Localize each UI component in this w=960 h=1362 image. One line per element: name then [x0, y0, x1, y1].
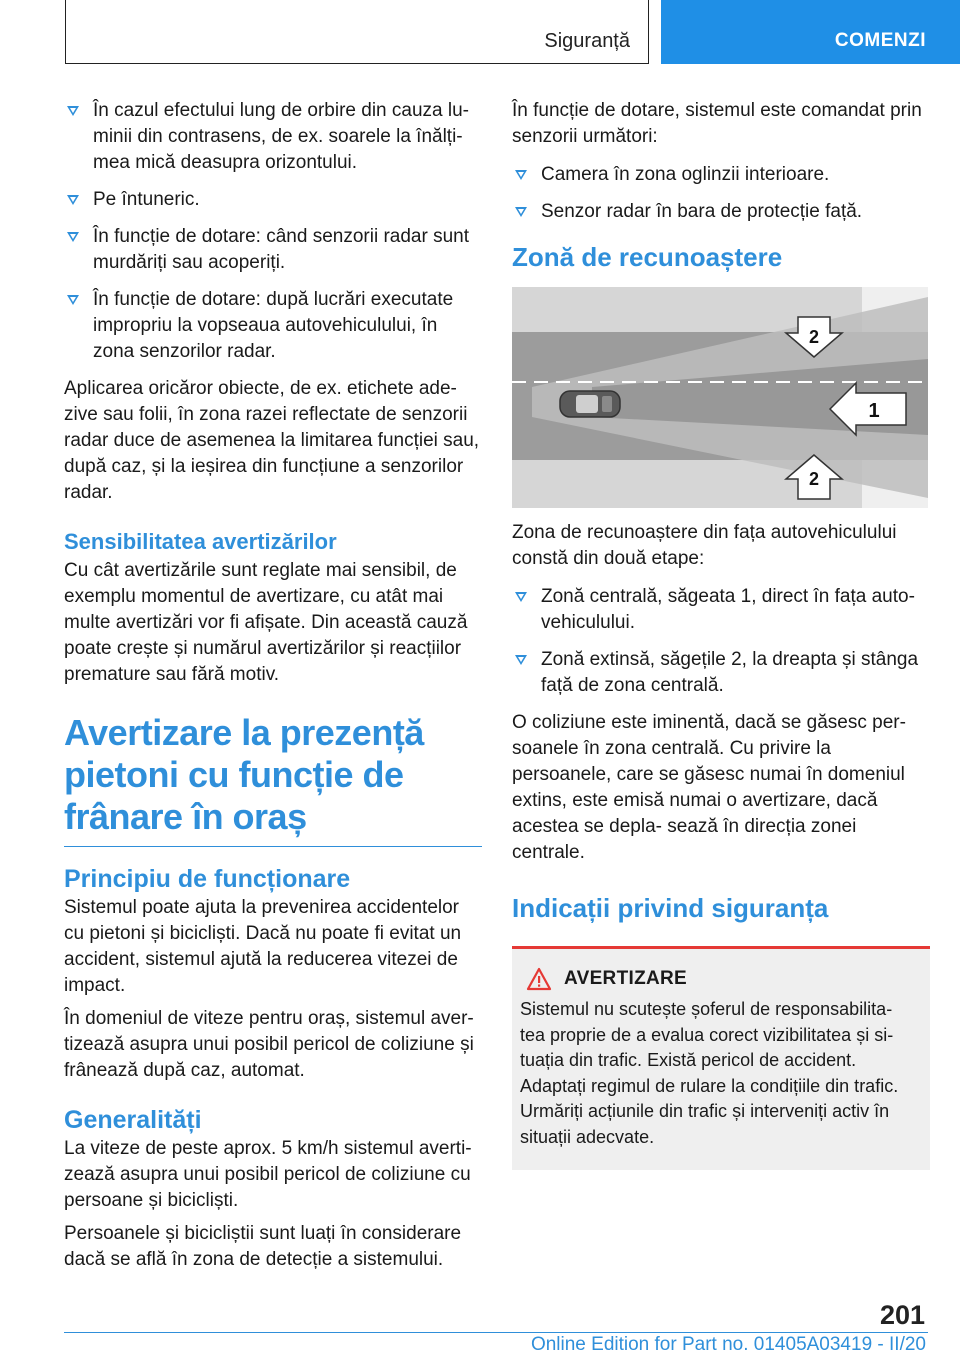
left-column [64, 98, 482, 1280]
paragraph-general-1: La viteze de peste aprox. 5 km/h sistemul averti‐ zează asupra unui posibil pericol de coliziune cu persoane și bicicliști. [64, 1138, 472, 1211]
header-section-box [65, 0, 649, 64]
heading-sensitivity: Sensibilitatea avertizărilor [64, 529, 337, 554]
paragraph-principle-1: Sistemul poate ajuta la prevenirea accidentelor cu pietoni și bicicliști. Dacă nu poate fi evitat un accident, sistemul ajută la reducerea vitezei de impact. [64, 897, 462, 996]
list-item: Zonă extinsă, săgețile 2, la dreapta și stânga față de zona centrală. [512, 647, 930, 699]
list-item: În cazul efectului lung de orbire din cauza lu‐ minii din contrasens, de ex. soarele la înălți‐ mea mică deasupra orizontului. [64, 98, 482, 176]
bullet-list-conditions [64, 98, 482, 365]
paragraph-collision: O coliziune este iminentă, dacă se găsesc per‐ soanele în zona centrală. Cu privire la persoanele, care se găsesc numai în domeniul extins, este emisă numai o avertizare, dacă acestea se depla‐ sează în direcția zonei centrale. [512, 712, 906, 863]
detection-zone-diagram [512, 287, 928, 508]
footer-edition: Online Edition for Part no. 01405A03419 - II/20 [530, 1334, 926, 1355]
heading-safety: Indicații privind siguranța [512, 893, 829, 923]
car-icon [560, 391, 620, 417]
arrow-2-bottom-label: 2 [808, 469, 820, 489]
header-tab-comenzi[interactable] [661, 0, 960, 64]
warning-triangle-icon [526, 967, 552, 991]
bullet-triangle-icon [515, 592, 527, 602]
detection-zone-figure [512, 287, 928, 508]
right-column [512, 98, 930, 1170]
warning-box [512, 946, 930, 1170]
warning-text: Sistemul nu scutește șoferul de responsabilita‐ tea proprie de a evalua corect vizibilitatea și si‐ tuația din trafic. Există pericol de accident. Adaptați regimul de rulare la condițiile din trafic. Urmăriți acțiunile din trafic și interveniți activ în situații adecvate. [520, 999, 899, 1147]
warning-title: AVERTIZARE [564, 968, 687, 989]
bullet-triangle-icon [515, 655, 527, 665]
bullet-triangle-icon [67, 232, 79, 242]
list-item: Senzor radar în bara de protecție față. [512, 199, 930, 225]
bullet-list-sensors [512, 162, 930, 225]
arrow-1-label: 1 [868, 400, 880, 422]
bullet-triangle-icon [515, 170, 527, 180]
page-number: 201 [879, 1300, 925, 1330]
arrow-2-top-label: 2 [808, 327, 820, 347]
heading-principle: Principiu de funcționare [64, 865, 351, 893]
bullet-triangle-icon [67, 195, 79, 205]
bullet-list-zone [512, 584, 930, 699]
heading-pedestrian-warning: Avertizare la prezență pietoni cu funcție de frânare în oraș [64, 712, 482, 847]
bullet-triangle-icon [67, 106, 79, 116]
warning-header [520, 967, 922, 991]
bullet-triangle-icon [67, 295, 79, 305]
footer-divider [64, 1332, 928, 1333]
header-section-title: Siguranță [544, 30, 630, 52]
list-item: Camera în zona oglinzii interioare. [512, 162, 930, 188]
paragraph-sensitivity: Cu cât avertizările sunt reglate mai sensibil, de exemplu momentul de avertizare, cu atât mai multe avertizări vor fi afișate. Din această cauză poate crește și numărul avertizărilor și reacțiilor premature sau fără motiv. [64, 560, 468, 685]
list-item: În funcție de dotare: după lucrări executate impropriu la vopseaua autovehiculului, în zona senzorilor radar. [64, 287, 482, 365]
header-tab-label: COMENZI [834, 30, 926, 51]
bullet-triangle-icon [515, 207, 527, 217]
heading-detection-zone: Zonă de recunoaștere [512, 242, 783, 272]
list-item: Pe întuneric. [64, 187, 482, 213]
paragraph-general-2: Persoanele și bicicliștii sunt luați în considerare dacă se află în zona de detecție a sistemului. [64, 1223, 462, 1270]
paragraph-sensors: În funcție de dotare, sistemul este comandat prin senzorii următori: [512, 100, 922, 147]
paragraph-principle-2: În domeniul de viteze pentru oraș, sistemul aver‐ tizează asupra unui posibil pericol de coliziune și frânează după caz, automat. [64, 1008, 474, 1081]
paragraph-zone: Zona de recunoaștere din fața autovehiculului constă din două etape: [512, 522, 897, 569]
list-item: În funcție de dotare: când senzorii radar sunt murdăriți sau acoperiți. [64, 224, 482, 276]
list-item: Zonă centrală, săgeata 1, direct în fața auto‐ vehiculului. [512, 584, 930, 636]
paragraph-objects: Aplicarea oricăror obiecte, de ex. etichete ade‐ zive sau folii, în zona razei reflectate de senzorii radar duce de asemenea la limitarea funcției sau, după caz, și la ieșirea din funcțiune a senzorilor radar. [64, 378, 480, 503]
heading-general: Generalități [64, 1106, 202, 1134]
